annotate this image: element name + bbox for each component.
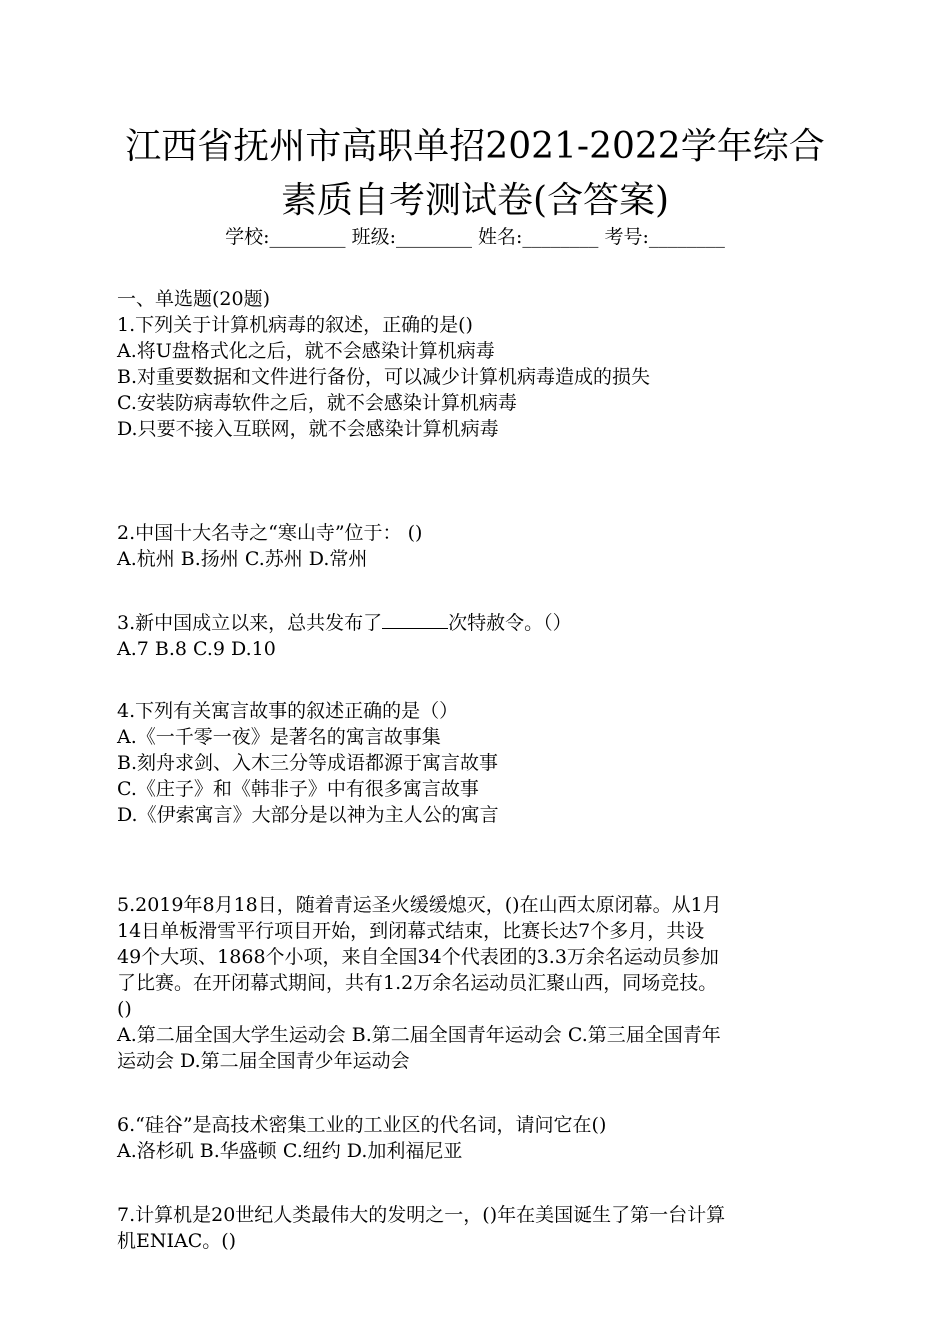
spacer: [117, 880, 833, 892]
spacer: [117, 1074, 833, 1100]
spacer: [117, 688, 833, 698]
question-option: C.《庄子》和《韩非子》中有很多寓言故事: [117, 778, 479, 800]
question-7: [117, 1202, 833, 1254]
question-option: A.第二届全国大学生运动会 B.第二届全国青年运动会 C.第三届全国青年: [117, 1024, 721, 1046]
student-info-fields: [90, 224, 860, 250]
question-1: [117, 312, 833, 442]
question-option: A.洛杉矶 B.华盛顿 C.纽约 D.加利福尼亚: [117, 1140, 463, 1162]
question-option: 运动会 D.第二届全国青少年运动会: [117, 1050, 410, 1072]
answer-blank: [382, 610, 448, 629]
school-field: 学校:________: [225, 226, 346, 248]
spacer: [117, 1164, 833, 1190]
spacer: [117, 828, 833, 880]
question-stem-line: 14日单板滑雪平行项目开始，到闭幕式结束，比赛长达7个多月，共设: [117, 920, 705, 942]
document-title: [90, 120, 860, 228]
question-option: C.安装防病毒软件之后，就不会感染计算机病毒: [117, 392, 517, 414]
question-6: [117, 1112, 833, 1164]
question-2: [117, 520, 833, 572]
question-stem: 4.下列有关寓言故事的叙述正确的是（）: [117, 700, 459, 722]
exam-content: [117, 286, 833, 1254]
question-stem-line: 49个大项、1868个小项，来自全国34个代表团的3.3万余名运动员参加: [117, 946, 719, 968]
question-stem: 6.“硅谷”是高技术密集工业的工业区的代名词，请问它在(): [117, 1114, 607, 1136]
question-4: [117, 698, 833, 828]
name-field: 姓名:________: [478, 226, 599, 248]
question-stem-line: (): [117, 998, 132, 1020]
question-stem: 2.中国十大名寺之“寒山寺”位于： (): [117, 522, 423, 544]
spacer: [117, 494, 833, 520]
question-stem-part: 次特赦令。（）: [448, 612, 572, 634]
exam-number-field: 考号:________: [604, 226, 725, 248]
title-line-1: 江西省抚州市高职单招2021-2022学年综合: [125, 126, 825, 167]
spacer: [117, 598, 833, 610]
spacer: [117, 442, 833, 494]
question-stem: [117, 610, 833, 636]
question-option: D.只要不接入互联网，就不会感染计算机病毒: [117, 418, 499, 440]
spacer: [117, 1190, 833, 1202]
spacer: [117, 1100, 833, 1112]
title-line-2: 素质自考测试卷(含答案): [280, 180, 670, 221]
question-option: A.杭州 B.扬州 C.苏州 D.常州: [117, 548, 368, 570]
question-stem-line: 机ENIAC。(): [117, 1230, 237, 1252]
question-stem-part: 3.新中国成立以来，总共发布了: [117, 612, 383, 634]
question-option: A.《一千零一夜》是著名的寓言故事集: [117, 726, 441, 748]
question-stem: 1.下列关于计算机病毒的叙述，正确的是(): [117, 314, 473, 336]
question-3: [117, 610, 833, 662]
question-option: B.对重要数据和文件进行备份，可以减少计算机病毒造成的损失: [117, 366, 651, 388]
question-option: A.将U盘格式化之后，就不会感染计算机病毒: [117, 340, 495, 362]
question-stem-line: 了比赛。在开闭幕式期间，共有1.2万余名运动员汇聚山西，同场竞技。: [117, 972, 718, 994]
spacer: [117, 662, 833, 688]
spacer: [117, 572, 833, 598]
question-option: A.7 B.8 C.9 D.10: [117, 638, 276, 660]
class-field: 班级:________: [351, 226, 472, 248]
section-title: 一、单选题(20题): [117, 288, 271, 310]
question-option: D.《伊索寓言》大部分是以神为主人公的寓言: [117, 804, 499, 826]
question-stem-line: 7.计算机是20世纪人类最伟大的发明之一，()年在美国诞生了第一台计算: [117, 1204, 726, 1226]
question-option: B.刻舟求剑、入木三分等成语都源于寓言故事: [117, 752, 499, 774]
question-stem-line: 5.2019年8月18日，随着青运圣火缓缓熄灭，()在山西太原闭幕。从1月: [117, 894, 722, 916]
question-5: [117, 892, 833, 1074]
